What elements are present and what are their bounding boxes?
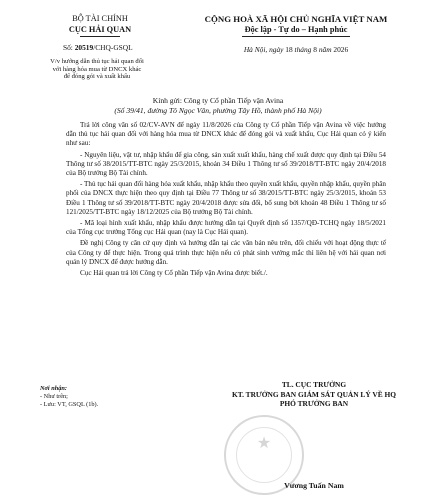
signature-block (196, 380, 432, 409)
department-name: CỤC HẢI QUAN (68, 25, 132, 34)
subject-line: V/v hướng dẫn thủ tục hải quan đối (50, 58, 144, 65)
body-closing: Cục Hải quan trả lời Công ty Cổ phần Tiếp vận Avina được biết./. (80, 269, 268, 278)
subject-block (22, 58, 172, 81)
seal-star-icon: ★ (256, 433, 272, 452)
date-year: 2026 (333, 45, 349, 54)
doc-code: /CHQ-GSQL (93, 43, 133, 52)
month-label: tháng (294, 45, 312, 54)
recipient-item: - Như trên; (40, 393, 68, 400)
date-place (168, 45, 424, 54)
body-item-2: - Thủ tục hải quan đối hàng hóa xuất khẩu, nhập khẩu theo quyền xuất khẩu, quyền nhập khẩu, quyền phân phối của DNCX thực hiện theo quy định tại Điều 77 Thông tư số 38/2015/TT-BTC ngày 25/3/2015, khoản 53 Điều 1 Thông tư số 39/2018/TT-BTC ngày 20/4/2018 được sửa đổi, bổ sung bởi khoản 48 Điều 1 Thông tư số 121/2025/TT-BTC ngày 18/12/2025 của Bộ trưởng Bộ Tài chính. (66, 180, 386, 216)
body-item-3: - Mã loại hình xuất khẩu, nhập khẩu được hướng dẫn tại Quyết định số 1357/QĐ-TCHQ ngày 18/5/2021 của Tổng cục trưởng Tổng cục Hải quan (nay là Cục Hải quan). (66, 219, 386, 237)
department-underline (80, 36, 120, 37)
year-label: năm (318, 45, 332, 54)
sign-authority: TL. CỤC TRƯỞNG (281, 380, 347, 389)
recipient-item: - Lưu: VT, GSQL (1b). (40, 401, 99, 408)
document-number (63, 43, 133, 52)
letter-body (66, 121, 386, 278)
doc-no-value: 20519 (74, 43, 94, 52)
body-request: Đề nghị Công ty căn cứ quy định và hướng dẫn tại các văn bản nêu trên, đối chiếu với hoạt động thực tế của Công ty để thực hiện. Trong quá trình thực hiện nếu có phát sinh vướng mắc thì liên hệ với hải quan nơi quản lý DNCX để được hướng dẫn. (66, 239, 386, 266)
date-day: 18 (285, 45, 293, 54)
signer-name: Vương Tuấn Nam (284, 481, 344, 490)
subject-line: với hàng hóa mua từ DNCX khác (52, 65, 142, 73)
recipients-label: Nơi nhận: (40, 385, 68, 392)
recipient-address: (Số 39/41, đường Tô Ngọc Vân, phường Tây Hồ, thành phố Hà Nội) (114, 106, 322, 115)
ministry-name: BỘ TÀI CHÍNH (72, 14, 128, 23)
date-place-label: Hà Nội, ngày (243, 45, 284, 54)
country-name: CỘNG HOÀ XÃ HỘI CHỦ NGHĨA VIỆT NAM (204, 14, 388, 24)
subject-line: để đóng gói và xuất khẩu (63, 73, 131, 81)
sign-position: PHÓ TRƯỞNG BAN (279, 399, 349, 409)
recipients-block (40, 385, 98, 409)
national-motto: Độc lập - Tự do – Hạnh phúc (244, 25, 348, 34)
doc-no-label: Số: (63, 43, 73, 52)
body-intro: Trả lời công văn số 02/CV-AVN để ngày 11/8/2026 của Công ty Cổ phần Tiếp vận Avina về việc hướng dẫn thủ tục hải quan đối với hàng hóa mua từ DNCX khác để đóng gói và xuất khẩu, Cục Hải quan có ý kiến như sau: (66, 121, 386, 148)
date-month: 8 (313, 45, 317, 54)
sign-title: KT. TRƯỞNG BAN GIÁM SÁT QUẢN LÝ VỀ HQ (231, 389, 397, 399)
body-item-1: - Nguyên liệu, vật tư, nhập khẩu để gia công, sản xuất xuất khẩu, hàng chế xuất được quy định tại Điều 54 Thông tư số 38/2015/TT-BTC ngày 25/3/2015, khoản 34 Điều 1 Thông tư số 39/2018/TT-BTC ngày 20/4/2018 của Bộ trưởng Bộ Tài chính. (66, 150, 386, 178)
recipient-line: Kính gửi: Công ty Cổ phần Tiếp vận Avina (152, 96, 284, 105)
motto-underline (242, 36, 350, 37)
